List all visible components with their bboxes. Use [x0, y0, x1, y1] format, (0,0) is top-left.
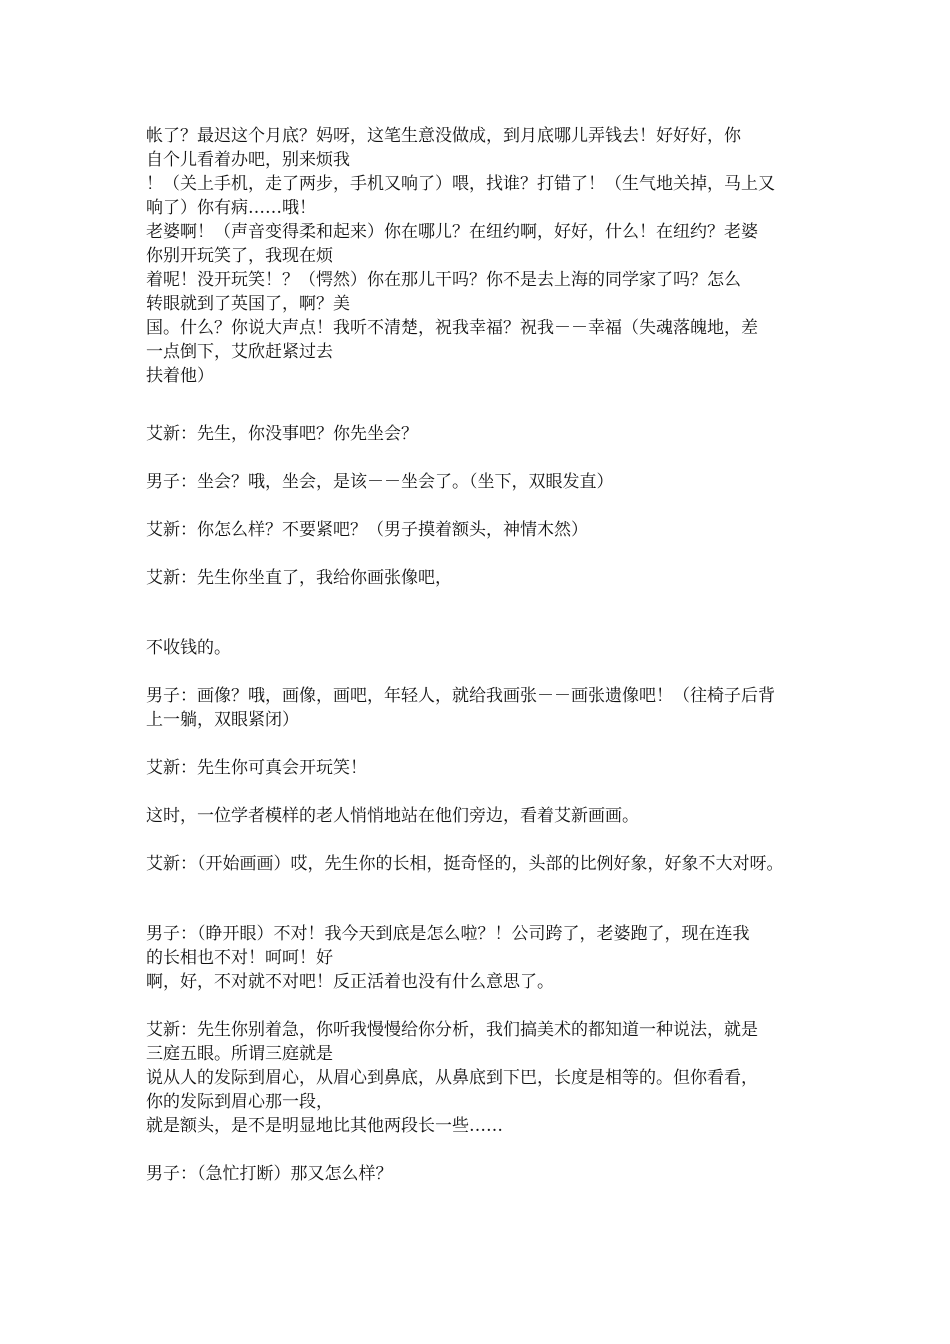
text-line: 的长相也不对！呵呵！好: [146, 948, 333, 968]
text-line: 三庭五眼。所谓三庭就是: [146, 1044, 333, 1064]
text-line: 转眼就到了英国了，啊？美: [146, 294, 350, 314]
paragraph-aixin-line-4: [146, 756, 826, 780]
text-line: 老婆啊！（声音变得柔和起来）你在哪儿？在纽约啊，好好，什么！在纽约？老婆: [146, 222, 758, 242]
paragraph-man-line-1: [146, 470, 826, 494]
text-line: 艾新：先生，你没事吧？你先坐会？: [146, 424, 418, 444]
text-line: 自个儿看着办吧，别来烦我: [146, 150, 350, 170]
text-line: 艾新：（开始画画）哎，先生你的长相，挺奇怪的，头部的比例好象，好象不大对呀。: [146, 854, 784, 874]
paragraph-aixin-line-2: [146, 518, 826, 542]
text-line: 男子：（睁开眼）不对！我今天到底是怎么啦？！公司跨了，老婆跑了，现在连我: [146, 924, 750, 944]
paragraph-narration: [146, 804, 826, 828]
text-line: 男子：坐会？哦，坐会，是该－－坐会了。（坐下，双眼发直）: [146, 472, 614, 492]
text-line: 艾新：先生你坐直了，我给你画张像吧，: [146, 568, 452, 588]
text-line: 不收钱的。: [146, 638, 231, 658]
paragraph-aixin-line-1: [146, 422, 826, 446]
text-line: 这时，一位学者模样的老人悄悄地站在他们旁边，看着艾新画画。: [146, 806, 639, 826]
text-line: 艾新：先生你别着急，你听我慢慢给你分析，我们搞美术的都知道一种说法，就是: [146, 1020, 758, 1040]
paragraph-phone-call: [146, 124, 826, 388]
text-line: 就是额头，是不是明显地比其他两段长一些……: [146, 1116, 503, 1136]
paragraph-aixin-line-5: [146, 852, 826, 876]
text-line: 一点倒下，艾欣赶紧过去: [146, 342, 333, 362]
text-line: 艾新：你怎么样？不要紧吧？（男子摸着额头，神情木然）: [146, 520, 588, 540]
paragraph-man-line-4: [146, 1162, 826, 1186]
text-line: 响了）你有病……哦！: [146, 198, 316, 218]
text-line: 帐了？最迟这个月底？妈呀，这笔生意没做成，到月底哪儿弄钱去！好好好，你: [146, 126, 741, 146]
paragraph-aixin-line-3: [146, 566, 826, 590]
text-line: 男子：（急忙打断）那又怎么样？: [146, 1164, 393, 1184]
text-line: 着呢！没开玩笑！？（愕然）你在那儿干吗？你不是去上海的同学家了吗？怎么: [146, 270, 741, 290]
text-line: 你别开玩笑了，我现在烦: [146, 246, 333, 266]
text-line: 艾新：先生你可真会开玩笑！: [146, 758, 367, 778]
text-line: 扶着他）: [146, 366, 214, 386]
text-line: 男子：画像？哦，画像，画吧，年轻人，就给我画张－－画张遗像吧！（往椅子后背: [146, 686, 775, 706]
text-line: 上一躺，双眼紧闭）: [146, 710, 299, 730]
text-line: 国。什么？你说大声点！我听不清楚，祝我幸福？祝我－－幸福（失魂落魄地，差: [146, 318, 758, 338]
paragraph-continuation: [146, 636, 826, 660]
text-line: 说从人的发际到眉心，从眉心到鼻底，从鼻底到下巴，长度是相等的。但你看看，: [146, 1068, 758, 1088]
paragraph-man-line-3: [146, 922, 826, 994]
paragraph-aixin-line-6: [146, 1018, 826, 1138]
text-line: 啊，好，不对就不对吧！反正活着也没有什么意思了。: [146, 972, 554, 992]
text-line: ！（关上手机，走了两步，手机又响了）喂，找谁？打错了！（生气地关掉，马上又: [146, 174, 775, 194]
text-line: 你的发际到眉心那一段，: [146, 1092, 333, 1112]
paragraph-man-line-2: [146, 684, 826, 732]
